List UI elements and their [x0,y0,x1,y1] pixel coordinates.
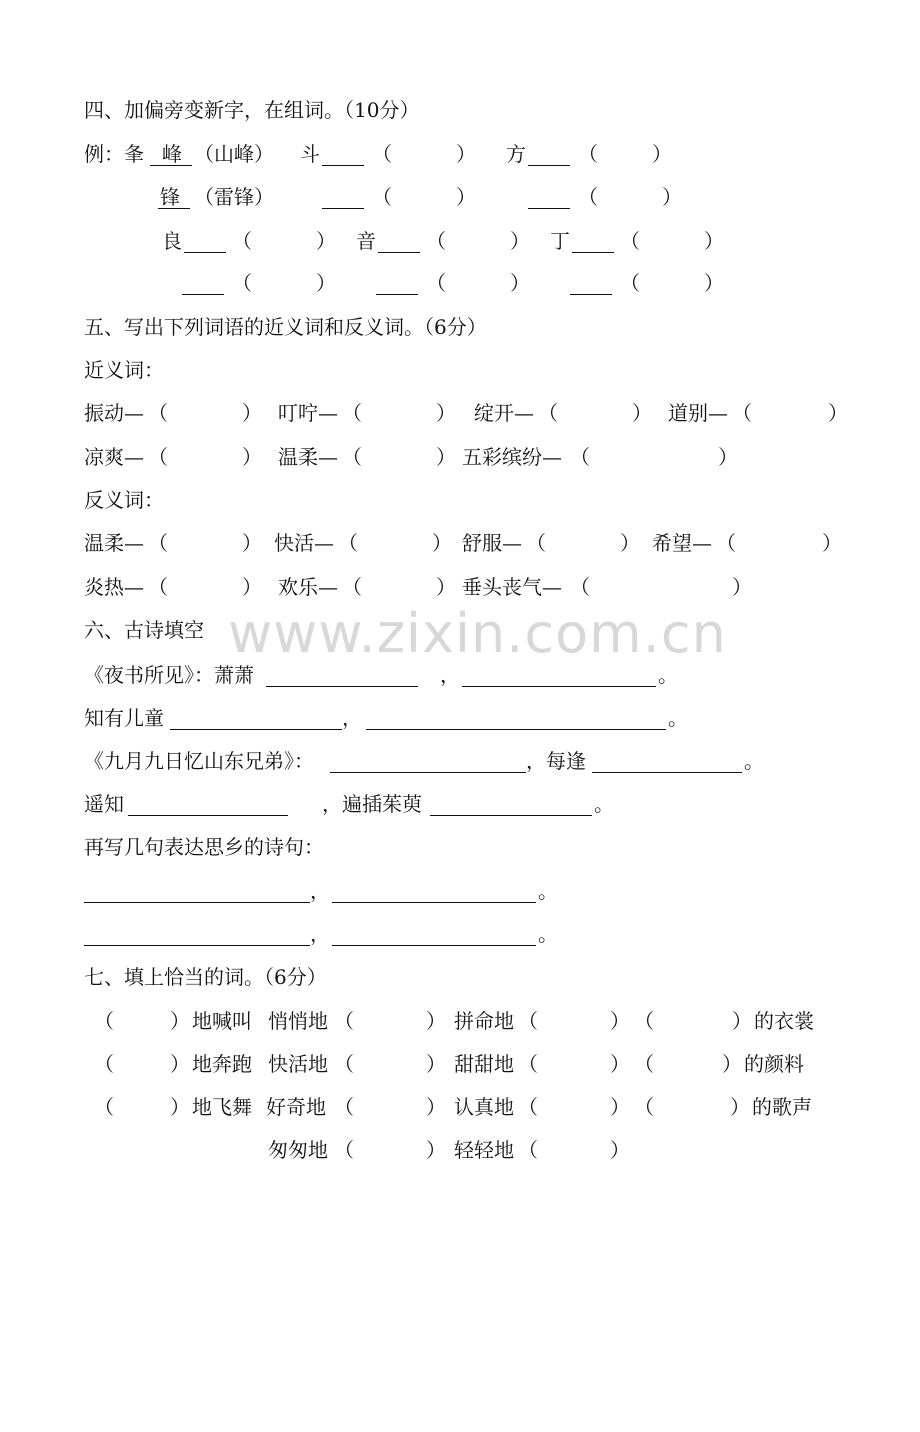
blank[interactable] [322,208,364,209]
paren-close: ） [436,445,456,469]
antonym-item: 希望— [652,531,712,555]
fill-item: 地喊叫 [192,1009,252,1033]
homesick-line-1 [84,878,864,908]
fill-item: 认真地 [454,1095,514,1119]
paren-close: ） [316,229,336,253]
paren-open: （ [426,271,446,295]
paren-open: （ [334,1052,354,1076]
antonym-label: 反义词： [84,488,164,512]
poem-text: 遥知 [84,792,124,816]
paren-close: ） [722,1052,742,1076]
paren-close: ） [718,445,738,469]
blank[interactable] [572,252,614,253]
period: 。 [668,706,688,730]
period: 。 [538,922,558,946]
poem-1-line-2 [84,705,864,735]
comma: ， [440,663,460,687]
period: 。 [658,663,678,687]
example-word-1: （山峰） [194,142,274,166]
s4-row-3 [84,228,884,258]
paren-open: （ [372,142,392,166]
synonym-item: 绽开— [474,401,534,425]
paren-close: ） [456,185,476,209]
blank[interactable] [528,208,570,209]
char-fang: 方 [506,142,526,166]
fill-item: 的歌声 [752,1095,812,1119]
blank[interactable] [332,945,536,946]
char-liang: 良 [162,229,182,253]
blank[interactable] [84,902,310,903]
poem-title: 《夜书所见》：萧萧 [84,663,254,687]
blank[interactable] [322,165,364,166]
paren-open: （ [634,1052,654,1076]
antonym-row-2 [84,574,864,604]
section-5-heading: 五、写出下列词语的近义词和反义词。（6分） [84,315,487,339]
paren-open: （ [620,271,640,295]
synonym-item: 道别— [668,401,728,425]
synonym-item: 叮咛— [278,401,338,425]
char-ding: 丁 [550,229,570,253]
paren-close: ） [730,1095,750,1119]
blank[interactable] [84,945,310,946]
fill-item: 快活地 [268,1052,328,1076]
underline [150,165,192,166]
paren-close: ） [662,185,682,209]
paren-close: ） [242,401,262,425]
fill-item: 甜甜地 [454,1052,514,1076]
paren-close: ） [242,531,262,555]
paren-open: （ [148,445,168,469]
watermark: www.zixin.com.cn [228,602,727,665]
paren-open: （ [716,531,736,555]
paren-close: ） [704,271,724,295]
paren-open: （ [148,575,168,599]
fill-item: 匆匆地 [268,1138,328,1162]
blank[interactable] [528,165,570,166]
paren-close: ） [456,142,476,166]
char-dou: 斗 [300,142,320,166]
paren-close: ） [610,1138,630,1162]
fill-item: 拼命地 [454,1009,514,1033]
underline [158,208,190,209]
fill-item: 悄悄地 [268,1009,328,1033]
blank[interactable] [378,252,420,253]
paren-close: ） [704,229,724,253]
s4-row-1 [84,141,884,171]
poem-2-line-2 [84,791,864,821]
paren-close: ） [316,271,336,295]
comma: ， [310,922,330,946]
paren-open: （ [334,1009,354,1033]
fill-row-4 [84,1137,864,1167]
char-yin: 音 [356,229,376,253]
fill-item: 轻轻地 [454,1138,514,1162]
blank[interactable] [330,772,526,773]
blank[interactable] [376,294,418,295]
period: 。 [594,792,614,816]
synonym-label: 近义词： [84,358,164,382]
paren-open: （ [338,531,358,555]
blank[interactable] [170,729,342,730]
poem-text: 知有儿童 [84,706,164,730]
paren-close: ） [432,531,452,555]
section-6-heading: 六、古诗填空 [84,618,204,642]
antonym-item: 欢乐— [278,575,338,599]
antonym-item: 快活— [274,531,334,555]
paren-close: ） [510,229,530,253]
paren-open: （ [232,271,252,295]
blank[interactable] [592,772,742,773]
synonym-row-2 [84,444,864,474]
blank[interactable] [430,815,592,816]
blank[interactable] [462,686,656,687]
synonym-item: 温柔— [278,445,338,469]
paren-close: ） [610,1095,630,1119]
paren-open: （ [538,401,558,425]
paren-open: （ [426,229,446,253]
paren-open: （ [372,185,392,209]
paren-close: ） [652,142,672,166]
fill-item: 地飞舞 [192,1095,252,1119]
paren-close: ） [620,531,640,555]
fill-row-3 [84,1094,864,1124]
paren-open: （ [232,229,252,253]
synonym-item: 振动— [84,401,144,425]
paren-close: ） [426,1095,446,1119]
paren-close: ） [436,575,456,599]
paren-open: （ [620,229,640,253]
poem-text: ，遍插茱萸 [322,792,422,816]
paren-open: （ [342,445,362,469]
synonym-item: 五彩缤纷— [462,445,562,469]
antonym-item: 炎热— [84,575,144,599]
paren-open: （ [732,401,752,425]
example-word-2: （雷锋） [194,185,274,209]
paren-open: （ [334,1095,354,1119]
paren-close: ） [510,271,530,295]
paren-close: ） [242,575,262,599]
antonym-item: 垂头丧气— [462,575,562,599]
poem-1-line-1 [84,662,864,692]
fill-item: 好奇地 [266,1095,326,1119]
s4-row-2 [84,184,884,214]
antonym-item: 舒服— [462,531,522,555]
paren-open: （ [342,401,362,425]
antonym-row-1 [84,530,864,560]
section-4-heading: 四、加偏旁变新字，在组词。（10分） [84,98,420,122]
fill-item: 的颜料 [744,1052,804,1076]
example-prefix: 例：夆 [84,142,144,166]
paren-close: ） [436,401,456,425]
blank[interactable] [332,902,536,903]
fill-row-2 [84,1051,864,1081]
period: 。 [744,749,764,773]
paren-open: （ [634,1009,654,1033]
homesick-prompt: 再写几句表达思乡的诗句： [84,835,324,859]
example-char-2: 锋 [160,185,180,209]
paren-open: （ [148,401,168,425]
paren-open: （ [94,1009,114,1033]
paren-close: ） [170,1095,190,1119]
paren-close: ） [632,401,652,425]
paren-open: （ [578,185,598,209]
blank[interactable] [570,294,612,295]
section-7-heading: 七、填上恰当的词。（6分） [84,965,327,989]
paren-close: ） [242,445,262,469]
synonym-item: 凉爽— [84,445,144,469]
paren-close: ） [732,1009,752,1033]
paren-open: （ [634,1095,654,1119]
paren-close: ） [610,1052,630,1076]
paren-close: ） [828,401,848,425]
paren-close: ） [426,1009,446,1033]
paren-open: （ [518,1138,538,1162]
paren-open: （ [526,531,546,555]
fill-item: 地奔跑 [192,1052,252,1076]
blank[interactable] [184,252,226,253]
paren-open: （ [570,575,590,599]
homesick-line-2 [84,921,864,951]
blank[interactable] [366,729,666,730]
poem-text: ，每逢 [526,749,586,773]
fill-item: 的衣裳 [754,1009,814,1033]
paren-open: （ [148,531,168,555]
paren-open: （ [94,1095,114,1119]
paren-open: （ [94,1052,114,1076]
paren-close: ） [426,1138,446,1162]
paren-close: ） [426,1052,446,1076]
paren-open: （ [570,445,590,469]
period: 。 [538,879,558,903]
paren-close: ） [822,531,842,555]
paren-open: （ [518,1052,538,1076]
paren-open: （ [578,142,598,166]
paren-close: ） [170,1009,190,1033]
synonym-row-1 [84,400,864,430]
blank[interactable] [266,686,418,687]
paren-close: ） [732,575,752,599]
blank[interactable] [128,815,288,816]
fill-row-1 [84,1008,864,1038]
paren-open: （ [518,1095,538,1119]
blank[interactable] [182,294,224,295]
paren-open: （ [518,1009,538,1033]
paren-open: （ [342,575,362,599]
poem-title: 《九月九日忆山东兄弟》： [84,749,314,773]
comma: ， [342,706,362,730]
comma: ， [310,879,330,903]
s4-row-4 [84,270,884,300]
antonym-item: 温柔— [84,531,144,555]
paren-close: ） [610,1009,630,1033]
example-char-1: 峰 [162,142,182,166]
poem-2-line-1 [84,748,864,778]
paren-open: （ [334,1138,354,1162]
paren-close: ） [170,1052,190,1076]
